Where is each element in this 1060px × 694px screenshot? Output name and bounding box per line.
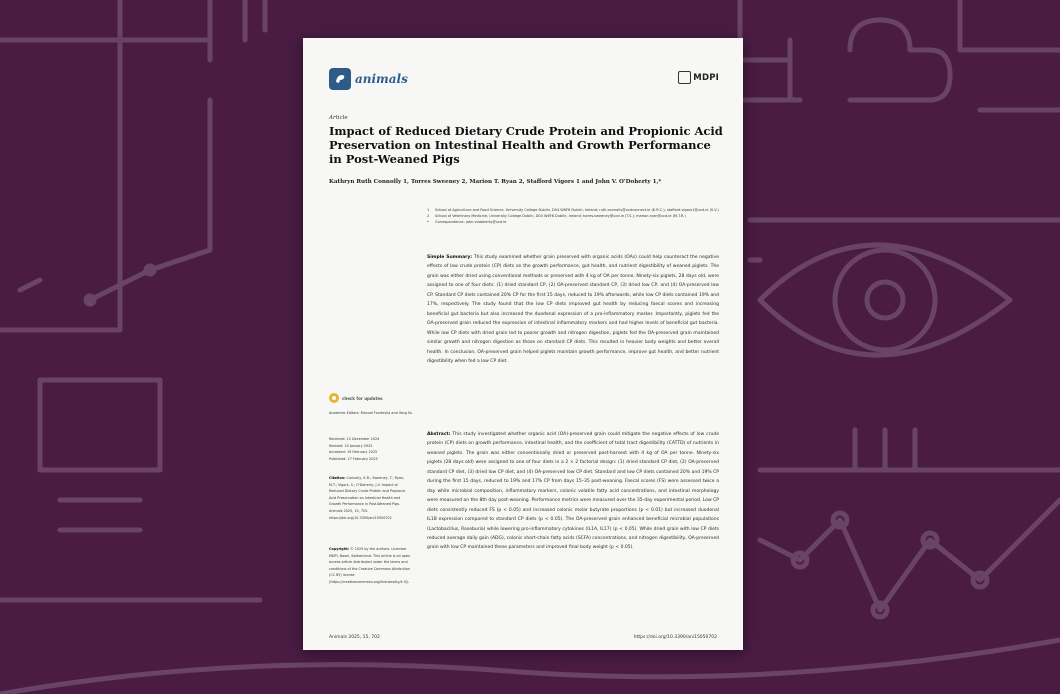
journal-logo xyxy=(329,68,408,90)
affiliations xyxy=(427,208,727,225)
network-icon xyxy=(20,250,210,304)
copyright-label: Copyright: xyxy=(329,547,350,551)
affiliation-item: * Correspondence: john.vodoherty@ucd.ie xyxy=(427,219,507,224)
publisher-name: MDPI xyxy=(693,72,719,83)
publisher-logo xyxy=(678,71,719,84)
simple-summary xyxy=(427,253,719,366)
date-received: Received: 12 December 2024 xyxy=(329,437,380,441)
academic-editors: Academic Editors: Manuel Fondevila and Yong Su xyxy=(329,411,413,415)
citation-text: Connolly, K.R.; Sweeney, T.; Ryan, M.T.; Vigors, S.; O'Doherty, J.V. Impact of Reduced Dietary Crude Protein and Propionic Acid Preservation on Intestinal Health and Growth Performance in Post-Weaned Pigs. Animals 2025, 15, 702. https://doi.org/10.3390/ani15050702 xyxy=(329,476,406,520)
check-updates-icon xyxy=(329,393,339,403)
animals-logo-icon xyxy=(329,68,351,90)
line-chart-icon xyxy=(760,470,1060,617)
journal-name: animals xyxy=(355,72,408,86)
citation-label: Citation: xyxy=(329,476,346,480)
citation-block xyxy=(329,475,413,521)
abstract-label: Abstract: xyxy=(427,432,451,437)
simple-summary-label: Simple Summary: xyxy=(427,255,473,260)
paper-page xyxy=(303,38,743,650)
copyright-block xyxy=(329,546,413,586)
abstract xyxy=(427,430,719,553)
mdpi-logo-icon xyxy=(678,71,691,84)
footer-doi-link[interactable]: https://doi.org/10.3390/ani15050702 xyxy=(633,635,717,640)
date-published: Published: 27 February 2025 xyxy=(329,456,378,461)
article-dates xyxy=(329,436,413,462)
abstract-text: This study investigated whether organic acid (OA)-preserved grain could mitigate the negative effects of low crude protein (CP) diets on growth performance, intestinal health, and the coefficient of total tract digestibility (CATTD) of nutrients in weaned piglets. The grain was either conventionally dried or preserved post-harvest with 4 kg of OA per tonne. Ninety-six piglets (28 days old) were assigned to one of four diets in a 2 × 2 factorial design: (1) dried standard CP diet, (2) OA-preserved standard CP diet, (3) dried low CP diet, and (4) OA-preserved low CP diet. Standard and low CP diets contained 20% and 19% CP during the first 15 days, reduced to 19% and 17% CP from days 15–35 post-weaning. Faecal scores (FS) were assessed twice a day while microbial composition, inflammatory markers, colonic volatile fatty acid concentrations, and intestinal morphology were measured on the 8th day post-weaning. Performance metrics were measured over the 35-day experimental period. Low CP diets consistently reduced FS (p < 0.05) and increased colonic molar butyrate proportions (p < 0.01) but increased duodenal IL1B expression compared to standard CP diets (p < 0.05). The OA-preserved grain enhanced beneficial microbial populations (Lactobacillus, Roseburia) while lowering pro-inflammatory cytokines (IL1A, IL17) (p < 0.05). While dried grain with low CP diets reduced average daily gain (ADG), colonic short-chain fatty acids (SCFA) concentrations, and nitrogen digestibility, OA-preserved grain with low CP maintained these parameters and improved final body weight (p < 0.05). xyxy=(427,432,720,551)
simple-summary-text: This study examined whether grain preserved with organic acids (OAs) could help counteract the negative effects of low crude protein (CP) diets on the growth performance, gut health, and nutrient digestibility of weaned piglets. The grain was either dried using conventional methods or preserved with 4 kg of OA per tonne. Ninety-six piglets, 28 days old, were assigned to one of four diets: (1) dried standard CP, (2) OA-preserved standard CP, (3) dried low CP, and (4) OA-preserved low CP. Standard CP diets contained 20% CP for the first 15 days, reduced to 19% afterwards, while low CP diets contained 19% and 17%, respectively. The study found that the low CP diets improved gut health by reducing faecal scores and increasing beneficial gut bacteria but also increased the duodenal expression of a pro-inflammatory marker. Importantly, piglets fed the OA-preserved grain reduced the expression of intestinal inflammatory markers and had higher levels of beneficial gut bacteria. While low CP diets with dried grain led to poorer growth and nitrogen digestion, piglets fed the OA-preserved grain maintained similar growth and nitrogen digestion as those on standard CP diets. This resulted in heavier body weights and better overall health. In conclusion, OA-preserved grain helped piglets maintain growth performance, improve gut health, and better nutrient digestibility when fed a low CP diet. xyxy=(427,255,719,364)
building-icon xyxy=(0,0,265,600)
check-for-updates-badge[interactable] xyxy=(329,393,383,403)
eye-icon xyxy=(750,220,1060,470)
article-type: Article xyxy=(329,115,348,121)
check-updates-label: check for updates xyxy=(342,395,383,401)
paper-title: Impact of Reduced Dietary Crude Protein and Propionic Acid Preservation on Intestinal Health and Growth Performance in Post-Weaned Pigs xyxy=(329,124,723,166)
date-revised: Revised: 10 January 2025 xyxy=(329,443,373,448)
affiliation-item: 1 School of Agriculture and Food Science, University College Dublin, D04 W6F6 Dublin, Ireland; ruth.connolly@ucdconnect.ie (K.R.C.); stafford.vigors1@ucd.ie (S.V.) xyxy=(427,208,719,212)
author-list: Kathryn Ruth Connolly 1, Torres Sweeney 2, Marion T. Ryan 2, Stafford Vigors 1 and John V. O'Doherty 1,* xyxy=(329,179,662,185)
copyright-text: © 2025 by the authors. Licensee MDPI, Basel, Switzerland. This article is an open access article distributed under the terms and conditions of the Creative Commons Attribution (CC BY) license (https://creativecommons.org/licenses/by/4.0/). xyxy=(329,547,411,584)
cloud-icon xyxy=(740,0,1060,110)
footer-citation: Animals 2025, 15, 702 xyxy=(329,635,380,640)
date-accepted: Accepted: 19 February 2025 xyxy=(329,450,378,455)
affiliation-item: 2 School of Veterinary Medicine, University College Dublin, D04 W6F6 Dublin, Ireland; torres.sweeney@ucd.ie (T.S.); marion.ryan@ucd.ie (M.T.R.) xyxy=(427,213,686,218)
